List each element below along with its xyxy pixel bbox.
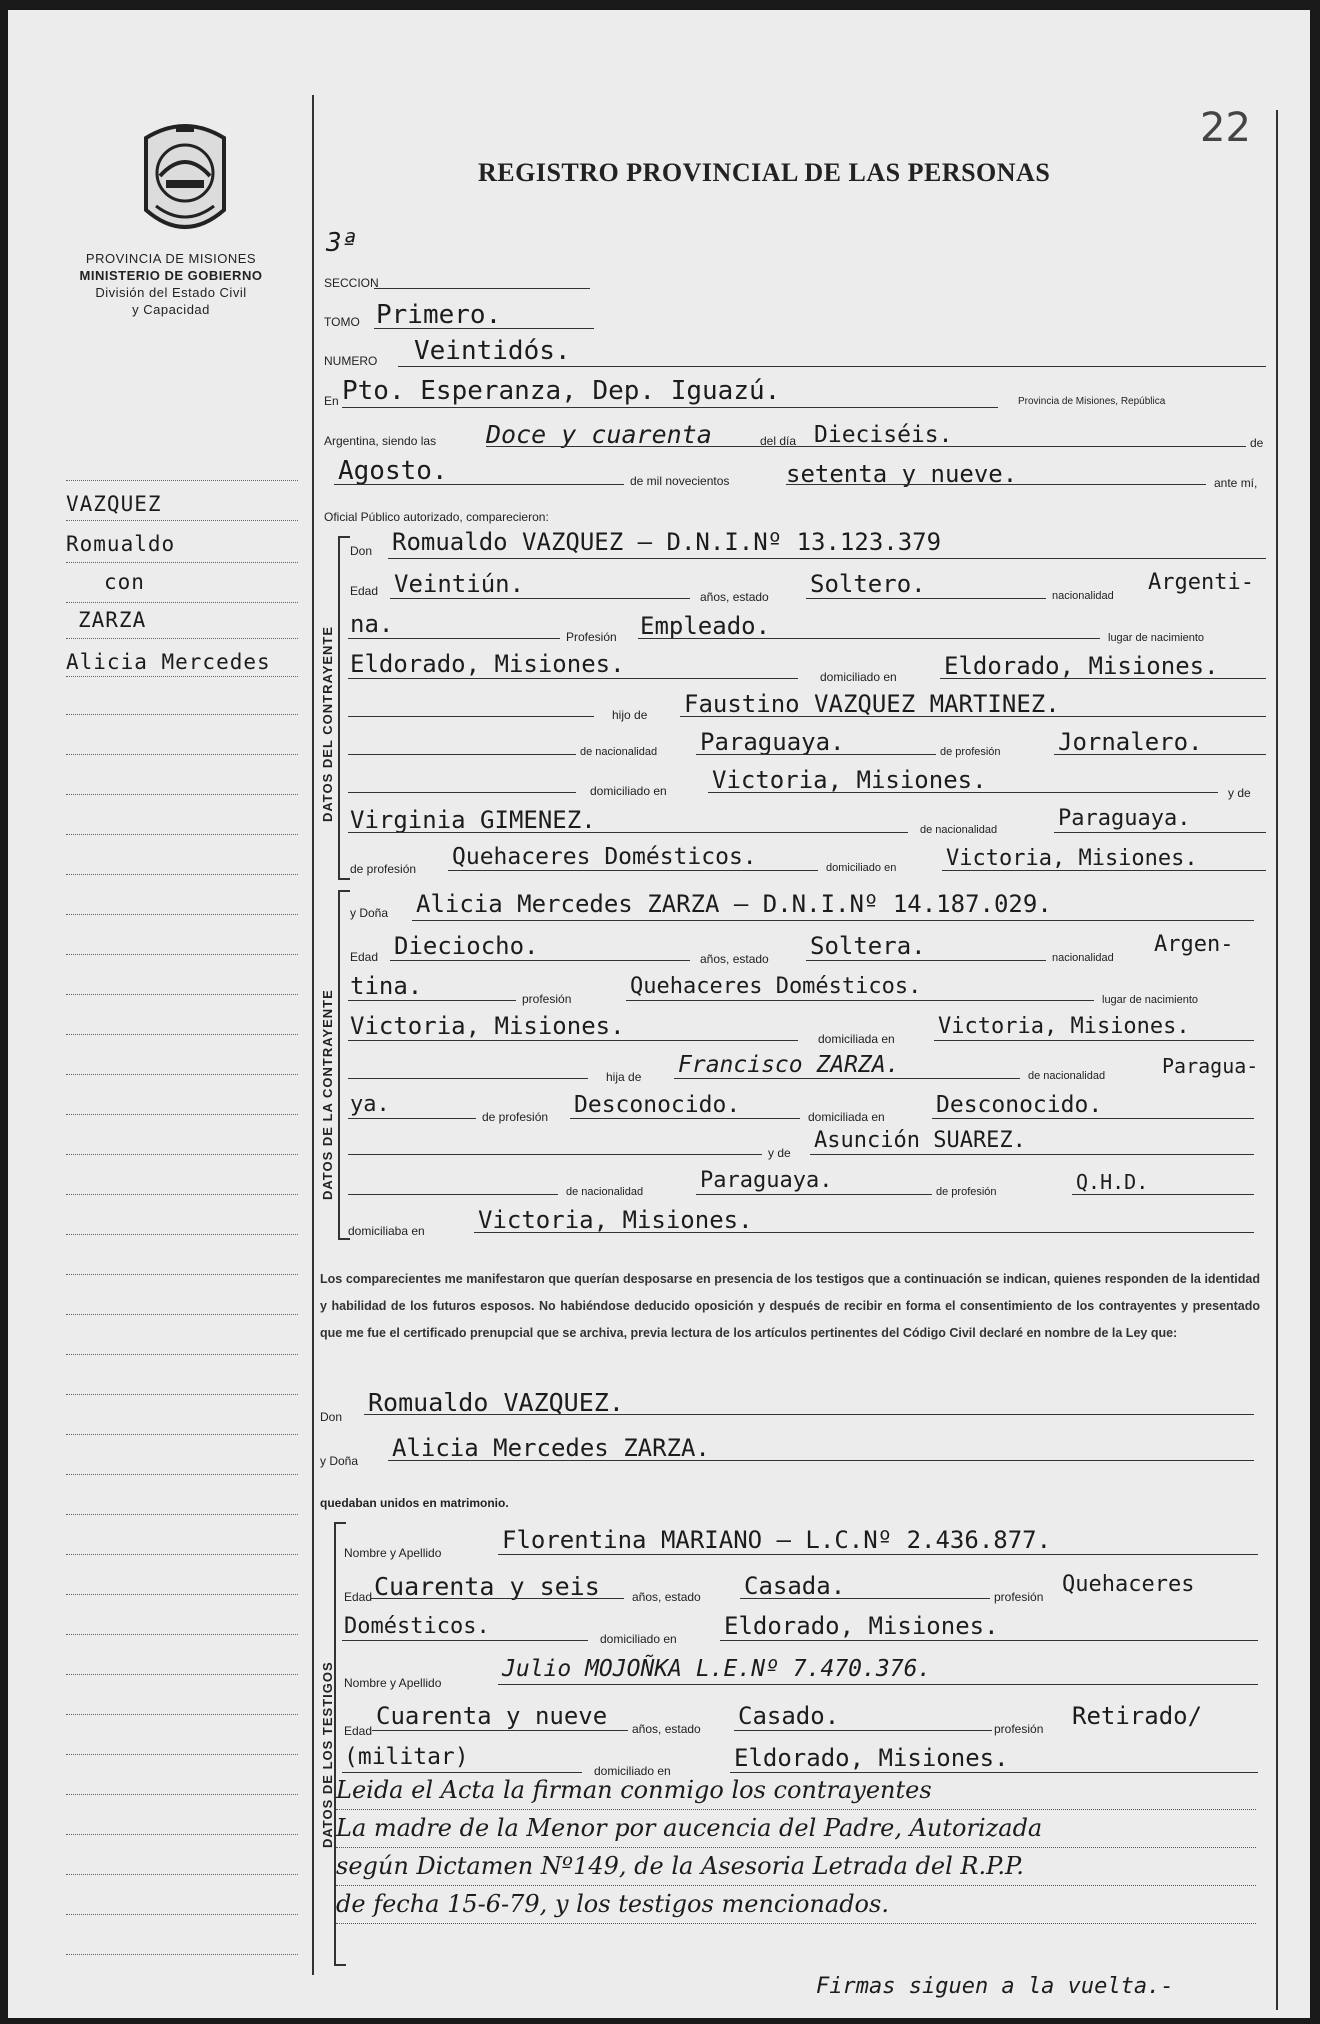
- margin-name-2: Alicia Mercedes: [66, 650, 271, 674]
- contrayenta-estado: Soltera.: [810, 932, 926, 960]
- contrayente-madre-prof-label: de profesión: [350, 862, 417, 876]
- margin-con: con: [104, 570, 145, 594]
- page-title: REGISTRO PROVINCIAL DE LAS PERSONAS: [478, 158, 1051, 187]
- contrayente-madre-nac-label: de nacionalidad: [920, 824, 998, 836]
- contrayente-name: Romualdo VAZQUEZ – D.N.I.Nº 13.123.379: [392, 528, 942, 556]
- contrayenta-padre-nac-label: de nacionalidad: [1028, 1070, 1106, 1082]
- contrayenta-padre-dom-label: domiciliada en: [808, 1110, 885, 1124]
- t1-edad: Cuarenta y seis: [374, 1572, 600, 1601]
- contrayenta-nacionalidad-cont: tina.: [350, 972, 423, 1000]
- contrayente-hijo-label: hijo de: [612, 708, 648, 722]
- contrayenta-hija-label: hija de: [606, 1070, 642, 1084]
- seccion-value: 3ª: [326, 228, 358, 258]
- contrayente-profesion-label: Profesión: [566, 630, 617, 644]
- contrayente-section-label: DATOS DEL CONTRAYENTE: [320, 625, 335, 822]
- t1-estado: Casada.: [744, 1572, 846, 1600]
- t2-nombre: Julio MOJOÑKA L.E.Nº 7.470.376.: [502, 1656, 932, 1682]
- margin-surname-2: ZARZA: [78, 608, 147, 632]
- contrayente-lugar: Eldorado, Misiones.: [350, 650, 625, 678]
- contrayente-domicilio-label: domiciliado en: [820, 670, 897, 684]
- contrayenta-anios-estado: años, estado: [700, 952, 769, 966]
- contrayente-padre-prof-label: de profesión: [940, 746, 1001, 758]
- t2-anios-estado: años, estado: [632, 1722, 701, 1736]
- t1-anios-estado: años, estado: [632, 1590, 701, 1604]
- contrayente-nacionalidad-cont: na.: [350, 610, 394, 638]
- union-dona: Alicia Mercedes ZARZA.: [392, 1434, 710, 1462]
- contrayente-domicilio: Eldorado, Misiones.: [944, 652, 1219, 680]
- tomo-value: Primero.: [376, 300, 502, 330]
- t2-domicilio-label: domiciliado en: [594, 1764, 671, 1778]
- contrayenta-edad: Dieciocho.: [394, 932, 539, 960]
- handwritten-notes: [336, 1772, 1256, 1924]
- t1-profesion-cont: Domésticos.: [344, 1614, 490, 1639]
- mes-value: Agosto.: [338, 456, 448, 486]
- t1-domicilio-label: domiciliado en: [600, 1632, 677, 1646]
- t1-nombre: Florentina MARIANO – L.C.Nº 2.436.877.: [502, 1526, 1052, 1554]
- contrayente-lugar-label: lugar de nacimiento: [1108, 632, 1205, 644]
- margin-surname-1: VAZQUEZ: [66, 492, 162, 516]
- t2-profesion: Retirado/: [1072, 1702, 1203, 1730]
- numero-value: Veintidós.: [414, 336, 571, 366]
- del-dia-label: del día: [760, 434, 797, 448]
- contrayenta-section-label: DATOS DE LA CONTRAYENTE: [320, 989, 335, 1200]
- contrayenta-madre-prof: Q.H.D.: [1076, 1170, 1149, 1194]
- contrayenta-padre-nac-cont: ya.: [350, 1092, 390, 1117]
- contrayente-nacionalidad-label: nacionalidad: [1052, 590, 1114, 602]
- contrayente-padre-dom-label: domiciliado en: [590, 784, 667, 798]
- right-border: [1276, 110, 1278, 2010]
- en-label: En: [324, 394, 339, 408]
- t2-domicilio: Eldorado, Misiones.: [734, 1744, 1009, 1772]
- testigos-section-label: DATOS DE LOS TESTIGOS: [320, 1661, 335, 1848]
- note-line: según Dictamen Nº149, de la Asesoria Letrada del R.P.P.: [336, 1848, 1256, 1886]
- contrayenta-lugar-label: lugar de nacimiento: [1102, 994, 1199, 1006]
- contrayenta-madre-prof-label: de profesión: [936, 1186, 997, 1198]
- contrayenta-padre-nac: Paragua-: [1162, 1054, 1259, 1078]
- contrayenta-padre-dom: Desconocido.: [936, 1092, 1103, 1118]
- contrayenta-lugar: Victoria, Misiones.: [350, 1012, 625, 1040]
- t2-estado: Casado.: [738, 1702, 840, 1730]
- contrayente-edad-label: Edad: [350, 584, 379, 598]
- left-margin: [8, 10, 314, 2018]
- t1-profesion: Quehaceres: [1062, 1572, 1195, 1597]
- quedaban-text: quedaban unidos en matrimonio.: [320, 1496, 509, 1510]
- contrayenta-domicilio-label: domiciliada en: [818, 1032, 895, 1046]
- division-line-1: División del Estado Civil: [95, 285, 247, 300]
- t2-profesion-label: profesión: [994, 1722, 1044, 1736]
- contrayenta-name: Alicia Mercedes ZARZA – D.N.I.Nº 14.187.029.: [416, 890, 1052, 918]
- contrayenta-padre-prof: Desconocido.: [574, 1092, 741, 1118]
- contrayenta-domicilio: Victoria, Misiones.: [938, 1014, 1190, 1039]
- declaration-text: Los comparecientes me manifestaron que querían desposarse en presencia de los testigos que a continuación se indican, quienes responden de la identidad y habilidad de los futuros esposos. No habiéndose deducido oposición y después de recibir en forma el consentimiento de los contrayentes y presentado que me fue el certificado prenupcial que se archiva, previa lectura de los artículos pertinentes del Código Civil declaré en nombre de la Ley que:: [320, 1272, 1260, 1340]
- contrayenta-y-de: y de: [768, 1146, 791, 1160]
- contrayenta-padre: Francisco ZARZA.: [678, 1052, 900, 1078]
- contrayente-anios-estado: años, estado: [700, 590, 769, 604]
- contrayenta-profesion: Quehaceres Domésticos.: [630, 974, 922, 999]
- contrayente-madre-nac: Paraguaya.: [1058, 806, 1191, 831]
- contrayente-madre-dom-label: domiciliado en: [826, 862, 897, 874]
- ministry-block: [28, 250, 314, 318]
- novecientos-label: de mil novecientos: [630, 474, 730, 488]
- contrayenta-madre-nac-label: de nacionalidad: [566, 1186, 644, 1198]
- contrayente-edad: Veintiún.: [394, 570, 525, 598]
- contrayenta-padre-prof-label: de profesión: [482, 1110, 549, 1124]
- note-line: Leida el Acta la firman conmigo los contrayentes: [336, 1772, 1256, 1810]
- argentina-label: Argentina, siendo las: [324, 434, 437, 448]
- contrayente-padre-dom: Victoria, Misiones.: [712, 766, 987, 794]
- t2-edad-label: Edad: [344, 1724, 373, 1738]
- ante-mi-label: ante mí,: [1214, 476, 1258, 490]
- province-name: PROVINCIA DE MISIONES: [85, 251, 257, 266]
- contrayenta-profesion-label: profesión: [522, 992, 572, 1006]
- oficial-label: Oficial Público autorizado, comparecieron:: [324, 510, 549, 524]
- contrayente-madre-prof: Quehaceres Domésticos.: [452, 844, 757, 870]
- contrayente-madre-dom: Victoria, Misiones.: [946, 846, 1198, 871]
- dia-value: Dieciséis.: [814, 422, 953, 448]
- contrayenta-madre-nac: Paraguaya.: [700, 1168, 833, 1193]
- union-don-label: Don: [320, 1410, 343, 1424]
- contrayente-profesion: Empleado.: [640, 612, 771, 640]
- t1-nombre-label: Nombre y Apellido: [344, 1546, 442, 1560]
- t1-edad-label: Edad: [344, 1590, 373, 1604]
- provincial-seal-icon: [136, 118, 234, 240]
- en-suffix: Provincia de Misiones, República: [1018, 396, 1166, 407]
- en-value: Pto. Esperanza, Dep. Iguazú.: [342, 376, 781, 406]
- contrayente-padre-nac-label: de nacionalidad: [580, 746, 658, 758]
- seccion-label: SECCION: [324, 276, 379, 290]
- footer-note: Firmas siguen a la vuelta.-: [816, 1974, 1174, 1999]
- union-dona-label: y Doña: [320, 1454, 359, 1468]
- contrayenta-nacionalidad-label: nacionalidad: [1052, 952, 1114, 964]
- ministry-name: MINISTERIO DE GOBIERNO: [79, 268, 263, 283]
- contrayente-padre-prof: Jornalero.: [1058, 728, 1203, 756]
- contrayente-y-de: y de: [1228, 786, 1251, 800]
- t1-domicilio: Eldorado, Misiones.: [724, 1612, 999, 1640]
- page-number: 22: [1200, 105, 1251, 151]
- margin-name-1: Romualdo: [66, 532, 176, 556]
- division-line-2: y Capacidad: [132, 302, 210, 317]
- union-don: Romualdo VAZQUEZ.: [368, 1388, 624, 1417]
- anio-value: setenta y nueve.: [786, 460, 1018, 488]
- don-label: Don: [350, 544, 373, 558]
- dona-label: y Doña: [350, 906, 389, 920]
- contrayente-estado: Soltero.: [810, 570, 926, 598]
- contrayenta-madre: Asunción SUAREZ.: [814, 1128, 1026, 1153]
- note-line: La madre de la Menor por aucencia del Padre, Autorizada: [336, 1810, 1256, 1848]
- t1-profesion-label: profesión: [994, 1590, 1044, 1604]
- note-line: de fecha 15-6-79, y los testigos mencionados.: [336, 1886, 1256, 1924]
- contrayente-padre-nac: Paraguaya.: [700, 728, 845, 756]
- de-label: de: [1250, 436, 1264, 450]
- contrayenta-edad-label: Edad: [350, 950, 379, 964]
- contrayente-nacionalidad: Argenti-: [1148, 570, 1254, 595]
- contrayente-padre: Faustino VAZQUEZ MARTINEZ.: [684, 690, 1060, 718]
- numero-label: NUMERO: [324, 354, 378, 368]
- t2-profesion-cont: (militar): [344, 1744, 469, 1770]
- contrayente-madre: Virginia GIMENEZ.: [350, 806, 596, 834]
- margin-divider: [312, 95, 314, 1975]
- tomo-label: TOMO: [324, 315, 360, 329]
- contrayenta-madre-dom-label: domiciliaba en: [348, 1224, 425, 1238]
- t2-edad: Cuarenta y nueve: [376, 1702, 608, 1730]
- t2-nombre-label: Nombre y Apellido: [344, 1676, 442, 1690]
- register-page: [8, 10, 1310, 2018]
- hora-value: Doce y cuarenta: [486, 420, 712, 449]
- contrayenta-nacionalidad: Argen-: [1154, 932, 1234, 957]
- contrayenta-madre-dom: Victoria, Misiones.: [478, 1206, 753, 1234]
